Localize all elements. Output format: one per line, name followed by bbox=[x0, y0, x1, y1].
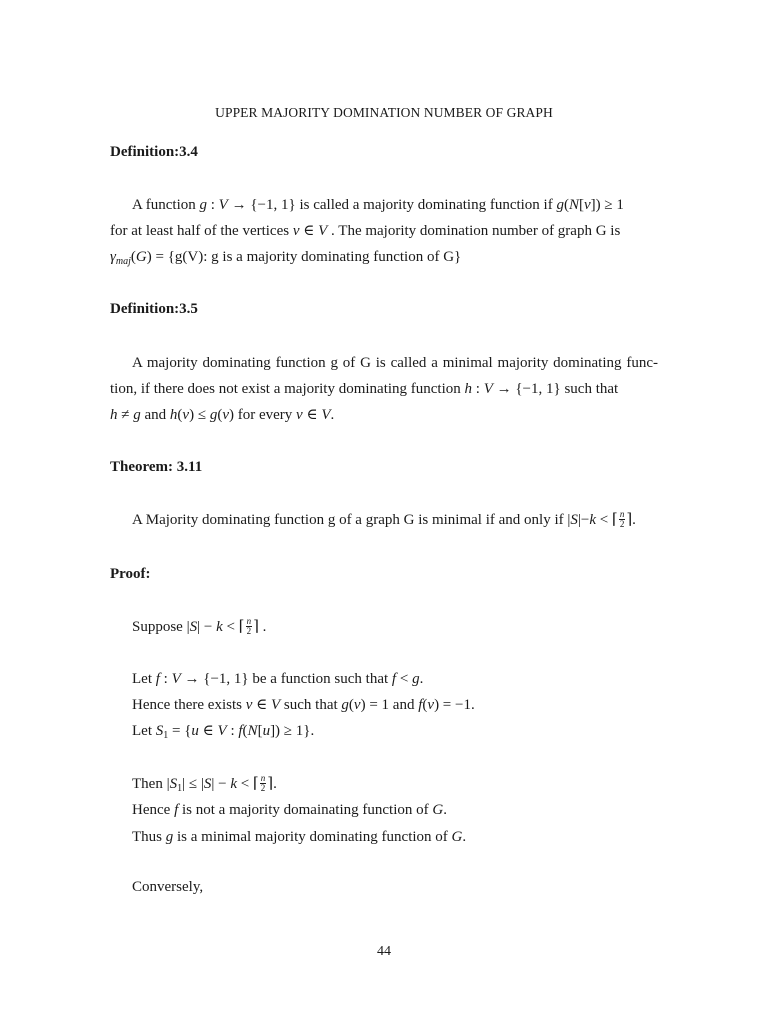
proof-hence-text: Hence there exists bbox=[132, 697, 246, 713]
gamma-maj-symbol: $\gamma_{maj}$ bbox=[110, 249, 131, 267]
def34-formula-g-mapping: g bbox=[199, 197, 207, 213]
page-number: 44 bbox=[377, 944, 391, 959]
definition-3-4-line-2: for at least half of the vertices v ∈ V . The majority domination number of graph G is bbox=[110, 223, 621, 239]
def35-text-b: such that bbox=[560, 381, 619, 397]
proof-lets1-text: Let bbox=[132, 723, 156, 739]
definition-3-5-heading: Definition:3.5 bbox=[110, 301, 198, 317]
def35-text-e: . bbox=[330, 407, 335, 423]
proof-hence2-text-b: is not a majority domainating function of bbox=[178, 802, 433, 818]
proof-thus-text-b: is a minimal majority dominating function of bbox=[173, 829, 452, 845]
n-over-2-fraction: $\frac{n}{2}$ bbox=[260, 773, 266, 794]
proof-thus-line: Thus g is a minimal majority dominating function of G. bbox=[132, 829, 467, 845]
proof-heading: Proof: bbox=[110, 566, 151, 582]
definition-3-4-line-1: A function g : V → {−1, 1} is called a majority dominating function if g(N[v]) ≥ 1 bbox=[132, 197, 624, 213]
def35-text-c: and bbox=[140, 407, 170, 423]
def34-text-b: is called a majority dominating function if bbox=[295, 197, 557, 213]
definition-3-5-line-2: tion, if there does not exist a majority dominating function h : V → {−1, 1} such that bbox=[110, 381, 619, 397]
definition-3-5-line-1: A majority dominating function g of G is called a minimal majority dominating func- bbox=[132, 355, 658, 371]
n-over-2-fraction: $\frac{n}{2}$ bbox=[246, 616, 252, 637]
proof-let-f-line: Let f : V → {−1, 1} be a function such that f < g. bbox=[132, 671, 424, 687]
proof-let-text: Let bbox=[132, 671, 156, 687]
proof-let-text-b: be a function such that bbox=[248, 671, 392, 687]
proof-then-line: Then $|S_1| \le |S| - k$ < ⌈ $\frac{n}{2}$ ⌉. bbox=[132, 773, 277, 794]
def35-text-d: for every bbox=[233, 407, 297, 423]
def34-text-d: . The majority domination number of graph G is bbox=[331, 223, 621, 239]
proof-hence-text-c: and bbox=[389, 697, 419, 713]
def34-text-a: A function bbox=[132, 197, 200, 213]
proof-suppose-text: Suppose bbox=[132, 619, 187, 635]
def35-text-a: tion, if there does not exist a majority dominating function bbox=[110, 381, 465, 397]
proof-then-text: Then bbox=[132, 776, 167, 792]
proof-suppose-line: Suppose |S| − k < ⌈ $\frac{n}{2}$ ⌉ . bbox=[132, 616, 267, 637]
page-title: UPPER MAJORITY DOMINATION NUMBER OF GRAPH bbox=[215, 105, 553, 120]
def34-text-e: = {g(V): g is a majority dominating function of G} bbox=[151, 249, 462, 265]
proof-let-s1-line: Let $S_1 = \{u$ ∈ V : f(N[u]) ≥ 1}. bbox=[132, 723, 315, 741]
theorem-3-11-heading: Theorem: 3.11 bbox=[110, 459, 203, 475]
proof-hence2-text: Hence bbox=[132, 802, 175, 818]
proof-hence-f-line: Hence f is not a majority domainating function of G. bbox=[132, 802, 447, 818]
definition-3-5-line-3: h ≠ g and h(v) ≤ g(v) for every v ∈ V. bbox=[110, 407, 335, 423]
proof-hence-exists-line: Hence there exists v ∈ V such that g(v) = 1 and f(v) = −1. bbox=[132, 697, 475, 713]
definition-3-4-heading: Definition:3.4 bbox=[110, 144, 198, 160]
def34-text-c: for at least half of the vertices bbox=[110, 223, 293, 239]
n-over-2-fraction: $\frac{n}{2}$ bbox=[619, 509, 625, 530]
thm311-text: A Majority dominating function g of a graph G is minimal if and only if bbox=[132, 512, 568, 528]
proof-hence-text-b: such that bbox=[280, 697, 342, 713]
theorem-3-11-statement: A Majority dominating function g of a graph G is minimal if and only if |S|−k < ⌈ $\frac{n}{2}$ ⌉. bbox=[132, 509, 636, 530]
definition-3-4-line-3: $\gamma_{maj}(G) = \{g(V)$: g is a majority dominating function of G} bbox=[110, 249, 462, 267]
proof-conversely: Conversely, bbox=[132, 879, 204, 895]
proof-thus-text: Thus bbox=[132, 829, 166, 845]
